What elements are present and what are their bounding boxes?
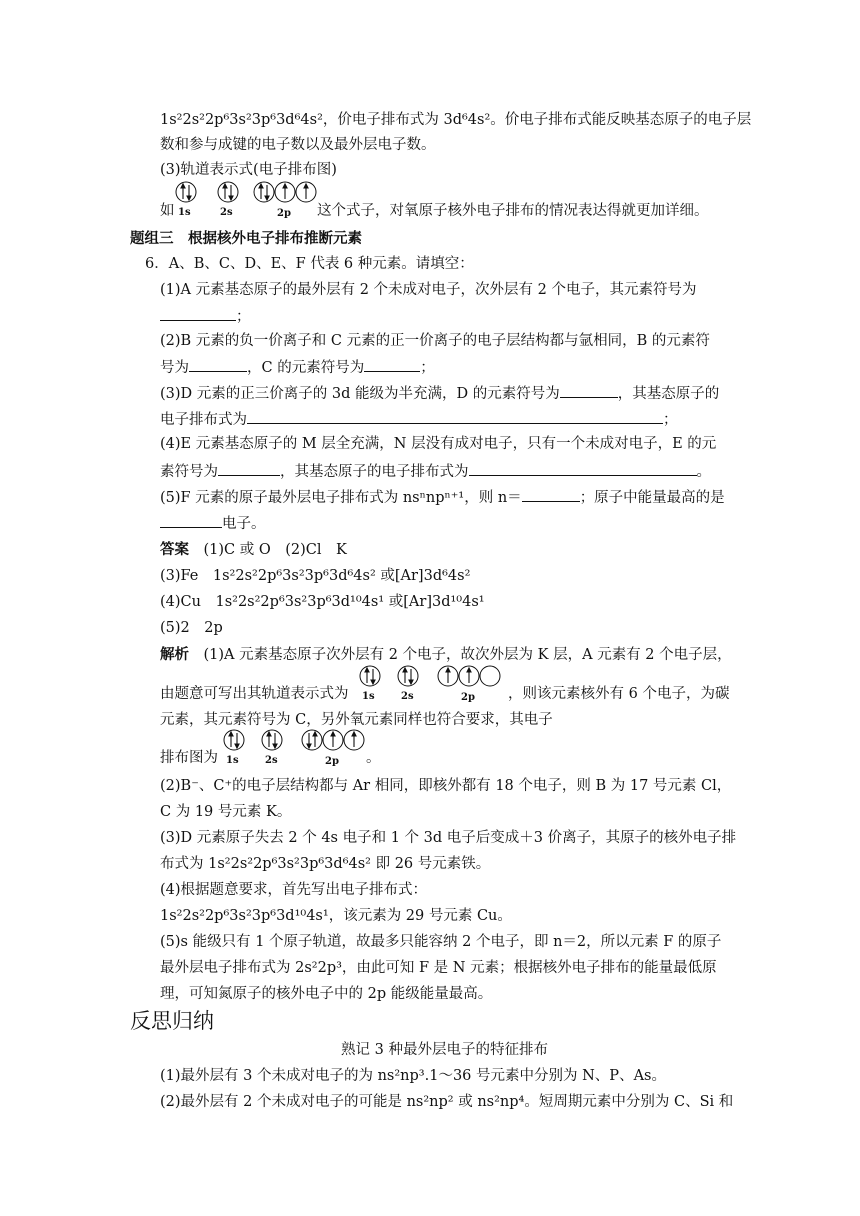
reflection-line: (1)最外层有 3 个未成对电子的为 ns²np³.1～36 号元素中分别为 N、P、As。 — [160, 1068, 666, 1084]
orbital-label: 2p — [325, 756, 339, 767]
analysis-line: 排布图为 — [160, 750, 218, 766]
text-line: 电子。 — [160, 512, 266, 534]
analysis-line: (4)根据题意要求，首先写出电子排布式： — [160, 882, 428, 898]
answer-blank[interactable] — [469, 460, 697, 476]
analysis-line: 理，可知氮原子的核外电子中的 2p 能级能量最高。 — [160, 986, 493, 1002]
orbital-label: 2s — [401, 691, 414, 702]
reflection-heading: 反思归纳 — [130, 1009, 214, 1033]
analysis-line: 。 — [366, 750, 381, 766]
orbital-label: 1s — [362, 691, 375, 702]
orbital-diagram-carbon — [358, 664, 504, 704]
text-line: (2)B 元素的负一价离子和 C 元素的正一价离子的电子层结构都与氩相同，B 的元素符 — [160, 333, 710, 349]
text-line: 如 — [160, 203, 175, 219]
orbital-diagram-oxygen-alt — [222, 728, 366, 768]
text-line: (5)F 元素的原子最外层电子排布式为 nsⁿnpⁿ⁺¹，则 n＝ ；原子中能量最高的是 — [160, 486, 725, 508]
analysis-line: (5)s 能级只有 1 个原子轨道，故最多只能容纳 2 个电子，即 n＝2，所以元素 F 的原子 — [160, 934, 722, 950]
analysis-line: 1s²2s²2p⁶3s²3p⁶3d¹⁰4s¹，该元素为 29 号元素 Cu。 — [160, 908, 512, 924]
orbital-label: 1s — [226, 755, 239, 766]
analysis-line: ，则该元素核外有 6 个电子，为碳 — [508, 686, 730, 702]
text-line: (3)轨道表示式(电子排布图) — [160, 162, 337, 178]
answer-blank[interactable] — [160, 305, 236, 321]
text-line: 1s²2s²2p⁶3s²3p⁶3d⁶4s²，价电子排布式为 3d⁶4s²。价电子排布式能反映基态原子的电子层 — [160, 112, 752, 128]
question-stem: 6．A、B、C、D、E、F 代表 6 种元素。请填空： — [145, 256, 474, 272]
answer-blank[interactable] — [522, 486, 580, 502]
orbital-diagram-oxygen — [172, 180, 322, 220]
answer-blank[interactable] — [560, 382, 618, 398]
analysis-line: 元素，其元素符号为 C，另外氧元素同样也符合要求，其电子 — [160, 712, 553, 728]
answer-blank[interactable] — [218, 460, 280, 476]
text-line: 号为 ，C 的元素符号为 ； — [160, 356, 435, 378]
orbital-label: 1s — [178, 207, 191, 218]
text-line: ； — [160, 305, 251, 327]
answer-blank[interactable] — [364, 356, 420, 372]
text-line: (4)E 元素基态原子的 M 层全充满，N 层没有成对电子，只有一个未成对电子，E 的元 — [160, 436, 717, 452]
answer-blank[interactable] — [247, 408, 663, 424]
analysis-line: (2)B⁻、C⁺的电子层结构都与 Ar 相同，即核外都有 18 个电子，则 B 为 17 号元素 Cl， — [160, 778, 732, 794]
orbital-label: 2s — [220, 207, 233, 218]
orbital-label: 2p — [461, 692, 475, 703]
analysis-line: C 为 19 号元素 K。 — [160, 804, 292, 820]
reflection-subtitle: 熟记 3 种最外层电子的特征排布 — [341, 1042, 548, 1058]
answer-blank[interactable] — [189, 356, 247, 372]
section-title: 题组三 根据核外电子排布推断元素 — [130, 230, 362, 247]
text-line: 电子排布式为 ； — [160, 408, 678, 430]
text-line: 这个式子，对氧原子核外电子排布的情况表达得就更加详细。 — [317, 203, 709, 219]
analysis-line: 布式为 1s²2s²2p⁶3s²3p⁶3d⁶4s² 即 26 号元素铁。 — [160, 856, 491, 872]
orbital-label: 2p — [277, 208, 291, 219]
answer-label: 答案 — [160, 541, 189, 558]
analysis-label: 解析 — [160, 646, 189, 663]
answer-blank[interactable] — [160, 512, 222, 528]
text-line: (3)D 元素的正三价离子的 3d 能级为半充满，D 的元素符号为 ，其基态原子的 — [160, 382, 719, 404]
reflection-line: (2)最外层有 2 个未成对电子的可能是 ns²np² 或 ns²np⁴。短周期元素中分别为 C、Si 和 — [160, 1094, 734, 1110]
answer-line: 答案 (1)C 或 O (2)Cl K — [160, 541, 347, 558]
analysis-line: 最外层电子排布式为 2s²2p³，由此可知 F 是 N 元素；根据核外电子排布的能量最低原 — [160, 960, 717, 976]
text-line: (1)A 元素基态原子的最外层有 2 个未成对电子，次外层有 2 个电子，其元素符号为 — [160, 282, 697, 298]
answer-line: (5)2 2p — [160, 620, 223, 636]
text-line: 数和参与成键的电子数以及最外层电子数。 — [160, 137, 436, 153]
analysis-line: 解析 (1)A 元素基态原子次外层有 2 个电子，故次外层为 K 层，A 元素有 2 个电子层， — [160, 646, 732, 663]
analysis-line: (3)D 元素原子失去 2 个 4s 电子和 1 个 3d 电子后变成＋3 价离子，其原子的核外电子排 — [160, 830, 737, 846]
answer-line: (3)Fe 1s²2s²2p⁶3s²3p⁶3d⁶4s² 或[Ar]3d⁶4s² — [160, 568, 471, 584]
text-line: 素符号为 ，其基态原子的电子排布式为 。 — [160, 460, 711, 482]
answer-line: (4)Cu 1s²2s²2p⁶3s²3p⁶3d¹⁰4s¹ 或[Ar]3d¹⁰4s¹ — [160, 594, 485, 610]
orbital-label: 2s — [265, 755, 278, 766]
analysis-line: 由题意可写出其轨道表示式为 — [160, 686, 349, 702]
